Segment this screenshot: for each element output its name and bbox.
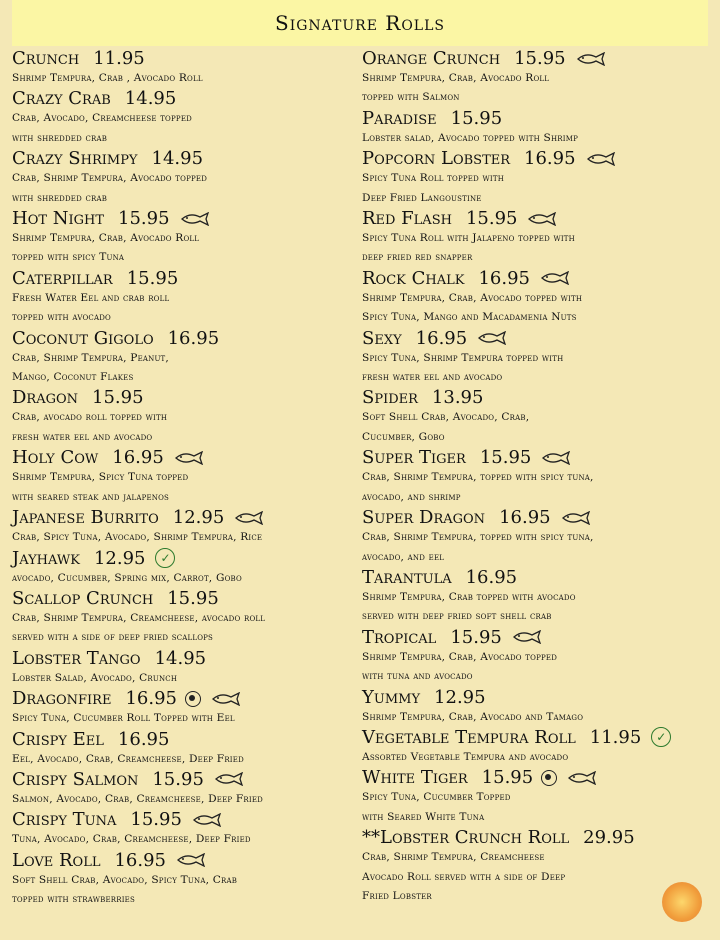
item-description: Spicy Tuna Roll topped with bbox=[362, 172, 505, 185]
item-description: Salmon, Avocado, Crab, Creamcheese, Deep Fried bbox=[12, 792, 263, 805]
menu-item bbox=[362, 108, 712, 148]
item-description: Crab, Spicy Tuna, Avocado, Shrimp Tempura, Rice bbox=[12, 531, 263, 544]
menu-item bbox=[12, 769, 357, 809]
menu-item bbox=[362, 148, 712, 208]
item-description: Crab, Shrimp Tempura, topped with spicy tuna, bbox=[362, 471, 594, 484]
item-name: Vegetable Tempura Roll bbox=[362, 726, 576, 748]
fish-icon bbox=[561, 511, 593, 525]
item-price: 16.95 bbox=[465, 566, 518, 588]
menu-item bbox=[362, 268, 712, 328]
item-description: Eel, Avocado, Crab, Creamcheese, Deep Fried bbox=[12, 752, 244, 765]
item-description: served with a side of deep fried scallops bbox=[12, 631, 214, 644]
menu-item bbox=[12, 387, 357, 447]
item-description: Cucumber, Gobo bbox=[362, 430, 445, 443]
item-price: 16.95 bbox=[478, 267, 530, 289]
item-description: Shrimp Tempura, Spicy Tuna topped bbox=[12, 471, 189, 484]
fish-icon bbox=[234, 511, 266, 525]
item-description: Soft Shell Crab, Avocado, Spicy Tuna, Crab bbox=[12, 873, 238, 886]
item-description: topped with strawberries bbox=[12, 893, 135, 906]
item-name: Lobster Tango bbox=[12, 647, 141, 669]
menu-item bbox=[12, 88, 357, 148]
item-price: 15.95 bbox=[167, 587, 219, 609]
menu-item bbox=[12, 548, 357, 588]
menu-item bbox=[12, 850, 357, 910]
item-name: Paradise bbox=[362, 107, 437, 129]
item-description: Crab, Shrimp Tempura, Peanut, bbox=[12, 351, 169, 364]
item-description: Crab, Shrimp Tempura, topped with spicy tuna, bbox=[362, 531, 594, 544]
item-name: Rock Chalk bbox=[362, 267, 465, 289]
item-description: served with deep fried soft shell crab bbox=[362, 610, 552, 623]
item-description: deep fried red snapper bbox=[362, 251, 473, 264]
item-description: Crab, Avocado, Creamcheese topped bbox=[12, 112, 192, 125]
menu-item bbox=[12, 48, 357, 88]
item-description: Spicy Tuna, Cucumber Topped bbox=[362, 791, 511, 804]
menu-item bbox=[12, 809, 357, 849]
right-column bbox=[362, 48, 712, 906]
fish-icon bbox=[174, 451, 206, 465]
item-name: Spider bbox=[362, 387, 418, 409]
item-description: avocado, Cucumber, Spring mix, Carrot, Gobo bbox=[12, 571, 242, 584]
item-description: Spicy Tuna, Mango and Macadamenia Nuts bbox=[362, 311, 577, 324]
item-description: Shrimp Tempura, Crab, Avocado and Tamago bbox=[362, 710, 584, 723]
item-name: Tarantula bbox=[362, 566, 452, 588]
item-price: 16.95 bbox=[499, 507, 551, 529]
item-description: Fresh Water Eel and crab roll bbox=[12, 291, 170, 304]
item-description: Lobster salad, Avocado topped with Shrimp bbox=[362, 131, 578, 144]
menu-header bbox=[12, 0, 708, 46]
menu-item bbox=[362, 447, 712, 507]
item-price: 15.95 bbox=[514, 48, 566, 69]
item-description: Shrimp Tempura, Crab , Avocado Roll bbox=[12, 72, 203, 84]
fish-icon bbox=[211, 692, 243, 706]
item-name: Caterpillar bbox=[12, 267, 113, 289]
item-price: 16.95 bbox=[524, 148, 576, 170]
item-name: **Lobster Crunch Roll bbox=[362, 827, 570, 849]
menu-item bbox=[362, 627, 712, 687]
item-description: Shrimp Tempura, Crab, Avocado Roll bbox=[362, 72, 550, 84]
item-description: with shredded crab bbox=[12, 191, 108, 204]
item-description: Shrimp Tempura, Crab topped with avocado bbox=[362, 590, 576, 603]
item-description: fresh water eel and avocado bbox=[12, 430, 153, 443]
item-name: Hot Night bbox=[12, 208, 105, 230]
menu-item bbox=[12, 688, 357, 728]
fish-icon bbox=[180, 212, 212, 226]
menu-item bbox=[362, 48, 712, 108]
menu-item bbox=[362, 767, 712, 827]
item-name: Orange Crunch bbox=[362, 48, 501, 69]
page-title: Signature Rolls bbox=[275, 11, 445, 35]
item-price: 12.95 bbox=[93, 547, 146, 569]
item-price: 14.95 bbox=[154, 647, 207, 669]
item-description: with seared steak and jalapenos bbox=[12, 490, 170, 503]
fish-icon bbox=[567, 771, 599, 785]
item-name: Crispy Salmon bbox=[12, 768, 139, 790]
item-description: with Seared White Tuna bbox=[362, 810, 485, 823]
item-name: Sexy bbox=[362, 327, 402, 349]
item-description: Soft Shell Crab, Avocado, Crab, bbox=[362, 411, 530, 424]
item-name: Jayhawk bbox=[12, 547, 80, 569]
vegetarian-icon: ✓ bbox=[651, 727, 671, 747]
seal-icon bbox=[541, 770, 557, 786]
item-price: 16.95 bbox=[112, 447, 164, 469]
item-description: Crab, Shrimp Tempura, Creamcheese bbox=[362, 851, 545, 864]
item-price: 11.95 bbox=[589, 726, 642, 748]
item-description: with tuna and avocado bbox=[362, 670, 473, 683]
item-price: 15.95 bbox=[465, 208, 518, 230]
restaurant-logo-icon bbox=[662, 882, 702, 922]
menu-item bbox=[362, 827, 712, 906]
item-price: 16.95 bbox=[125, 688, 177, 710]
item-description: Spicy Tuna Roll with Jalapeno topped with bbox=[362, 232, 575, 245]
item-description: topped with Salmon bbox=[362, 91, 460, 104]
item-description: Avocado Roll served with a side of Deep bbox=[362, 870, 566, 883]
fish-icon bbox=[192, 813, 224, 827]
item-name: Crazy Shrimpy bbox=[12, 148, 138, 170]
item-price: 15.95 bbox=[479, 447, 532, 469]
fish-icon bbox=[214, 772, 246, 786]
item-name: Coconut Gigolo bbox=[12, 327, 154, 349]
item-name: Dragonfire bbox=[12, 688, 112, 710]
menu-item bbox=[12, 328, 357, 388]
item-description: topped with spicy Tuna bbox=[12, 251, 125, 264]
item-name: Love Roll bbox=[12, 849, 101, 871]
seal-icon bbox=[185, 691, 201, 707]
item-name: Dragon bbox=[12, 387, 79, 409]
menu-item bbox=[362, 687, 712, 727]
item-price: 16.95 bbox=[167, 327, 220, 349]
item-description: with shredded crab bbox=[12, 131, 108, 144]
item-price: 12.95 bbox=[172, 507, 225, 529]
fish-icon bbox=[576, 52, 608, 66]
item-description: Spicy Tuna, Cucumber Roll Topped with Eel bbox=[12, 712, 235, 725]
menu-item bbox=[362, 507, 712, 567]
fish-icon bbox=[527, 212, 559, 226]
item-name: Super Dragon bbox=[362, 507, 486, 529]
item-price: 15.95 bbox=[118, 208, 170, 230]
item-price: 15.95 bbox=[450, 626, 502, 648]
item-description: fresh water eel and avocado bbox=[362, 371, 503, 384]
menu-item bbox=[362, 727, 712, 767]
item-description: Deep Fried Langoustine bbox=[362, 191, 482, 204]
item-price: 11.95 bbox=[93, 48, 145, 69]
item-description: Crab, Shrimp Tempura, Avocado topped bbox=[12, 172, 208, 185]
item-description: Mango, Coconut Flakes bbox=[12, 371, 134, 384]
item-description: Lobster Salad, Avocado, Crunch bbox=[12, 671, 178, 684]
item-price: 15.95 bbox=[92, 387, 144, 409]
menu-item bbox=[362, 567, 712, 627]
fish-icon bbox=[541, 451, 573, 465]
item-name: Japanese Burrito bbox=[12, 507, 159, 529]
item-description: avocado, and shrimp bbox=[362, 490, 461, 503]
item-description: Assorted Vegetable Tempura and avocado bbox=[362, 750, 569, 763]
item-description: Tuna, Avocado, Crab, Creamcheese, Deep Fried bbox=[12, 833, 251, 846]
menu-item bbox=[12, 148, 357, 208]
item-price: 15.95 bbox=[152, 768, 204, 790]
item-price: 29.95 bbox=[583, 827, 635, 849]
item-price: 14.95 bbox=[151, 148, 204, 170]
item-description: Shrimp Tempura, Crab, Avocado Roll bbox=[12, 232, 200, 245]
menu-item bbox=[362, 387, 712, 447]
item-price: 15.95 bbox=[130, 809, 182, 831]
menu-item bbox=[362, 208, 712, 268]
left-column bbox=[12, 48, 357, 910]
item-description: Fried Lobster bbox=[362, 889, 432, 902]
menu-item bbox=[12, 447, 357, 507]
menu-item bbox=[12, 648, 357, 688]
item-description: Spicy Tuna, Shrimp Tempura topped with bbox=[362, 351, 564, 364]
fish-icon bbox=[586, 152, 618, 166]
item-price: 15.95 bbox=[481, 767, 534, 789]
item-name: Holy Cow bbox=[12, 447, 99, 469]
item-description: Crab, avocado roll topped with bbox=[12, 411, 168, 424]
item-price: 16.95 bbox=[114, 849, 166, 871]
item-description: Shrimp Tempura, Crab, Avocado topped bbox=[362, 650, 558, 663]
menu-item bbox=[12, 507, 357, 547]
vegetarian-icon: ✓ bbox=[155, 548, 175, 568]
item-name: Popcorn Lobster bbox=[362, 148, 511, 170]
menu-item bbox=[12, 588, 357, 648]
item-name: Yummy bbox=[362, 686, 421, 708]
item-name: Super Tiger bbox=[362, 447, 466, 469]
item-description: Crab, Shrimp Tempura, Creamcheese, avocado roll bbox=[12, 611, 266, 624]
item-name: Tropical bbox=[362, 626, 437, 648]
item-price: 12.95 bbox=[434, 686, 486, 708]
menu-item bbox=[12, 268, 357, 328]
item-price: 15.95 bbox=[450, 107, 503, 129]
item-price: 13.95 bbox=[431, 387, 484, 409]
menu-item bbox=[12, 729, 357, 769]
item-description: Shrimp Tempura, Crab, Avocado topped with bbox=[362, 291, 583, 304]
item-price: 16.95 bbox=[415, 327, 468, 349]
item-name: Crispy Tuna bbox=[12, 809, 117, 831]
item-description: topped with avocado bbox=[12, 311, 111, 324]
item-name: White Tiger bbox=[362, 767, 468, 789]
item-price: 14.95 bbox=[124, 88, 177, 110]
item-price: 15.95 bbox=[126, 267, 179, 289]
menu-item bbox=[12, 208, 357, 268]
item-name: Crispy Eel bbox=[12, 728, 104, 750]
fish-icon bbox=[512, 630, 544, 644]
fish-icon bbox=[176, 853, 208, 867]
item-name: Red Flash bbox=[362, 208, 452, 230]
item-name: Crunch bbox=[12, 48, 80, 69]
menu-item bbox=[362, 328, 712, 388]
item-price: 16.95 bbox=[117, 728, 170, 750]
fish-icon bbox=[477, 331, 509, 345]
fish-icon bbox=[540, 271, 572, 285]
item-name: Crazy Crab bbox=[12, 88, 111, 110]
item-description: avocado, and eel bbox=[362, 550, 445, 563]
item-name: Scallop Crunch bbox=[12, 587, 154, 609]
